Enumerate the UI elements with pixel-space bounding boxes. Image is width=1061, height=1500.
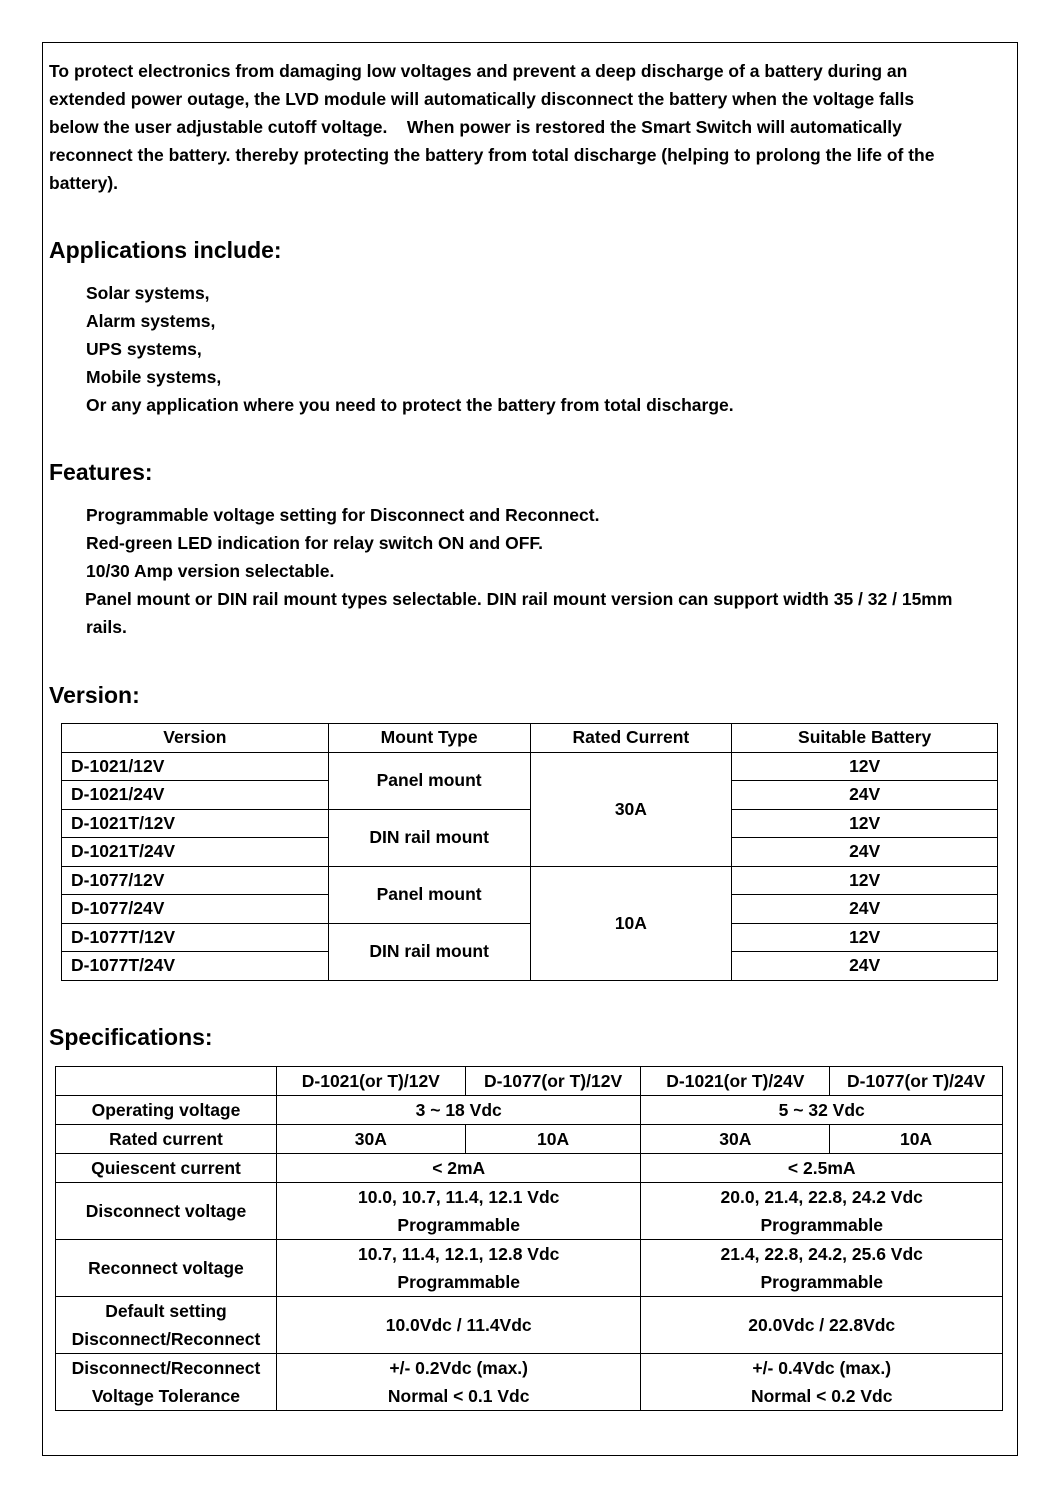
model-cell: D-1021/12V (62, 752, 329, 781)
value-line: 21.4, 22.8, 24.2, 25.6 Vdc (720, 1244, 923, 1264)
model-cell: D-1077/12V (62, 866, 329, 895)
table-row (56, 1125, 1003, 1154)
battery-cell: 12V (732, 752, 998, 781)
row-label (56, 1297, 277, 1354)
value-cell: 20.0Vdc / 22.8Vdc (641, 1297, 1003, 1354)
value-cell: 10A (465, 1125, 641, 1154)
table-row (62, 752, 998, 781)
list-item: UPS systems, (86, 339, 202, 359)
value-cell: 3 ~ 18 Vdc (276, 1096, 641, 1125)
mount-cell: DIN rail mount (328, 809, 530, 866)
value-cell: < 2mA (276, 1154, 641, 1183)
value-line: Normal < 0.1 Vdc (387, 1386, 530, 1406)
value-cell (276, 1183, 641, 1240)
label-line: Default setting (105, 1301, 227, 1321)
list-item: Or any application where you need to protect the battery from total discharge. (86, 395, 734, 415)
intro-line: extended power outage, the LVD module will automatically disconnect the battery when the voltage falls (49, 89, 915, 109)
list-item: Alarm systems, (86, 311, 216, 331)
battery-cell: 12V (732, 809, 998, 838)
table-row (56, 1240, 1003, 1297)
battery-cell: 12V (732, 923, 998, 952)
battery-cell: 24V (732, 895, 998, 924)
row-label: Rated current (56, 1125, 277, 1154)
features-heading: Features: (49, 459, 153, 485)
intro-line: reconnect the battery. thereby protecting the battery from total discharge (helping to prolong the life of the (49, 145, 935, 165)
value-cell (276, 1240, 641, 1297)
list-item: Red-green LED indication for relay switch ON and OFF. (86, 533, 544, 553)
value-line: Programmable (397, 1272, 520, 1292)
current-cell: 30A (530, 752, 732, 866)
value-cell (641, 1183, 1003, 1240)
table-row (62, 866, 998, 895)
table-header-row (62, 724, 998, 753)
version-heading: Version: (49, 682, 140, 708)
value-cell (641, 1354, 1003, 1411)
value-cell: < 2.5mA (641, 1154, 1003, 1183)
header-cell: D-1021(or T)/12V (276, 1067, 465, 1096)
header-cell: Rated Current (530, 724, 732, 753)
table-row (62, 923, 998, 952)
table-row (62, 809, 998, 838)
specifications-table (55, 1066, 1003, 1411)
list-item: 10/30 Amp version selectable. (86, 561, 335, 581)
value-line: Programmable (760, 1272, 883, 1292)
list-item: rails. (86, 617, 127, 637)
model-cell: D-1077T/24V (62, 952, 329, 981)
value-cell: 5 ~ 32 Vdc (641, 1096, 1003, 1125)
empty-header-cell (56, 1067, 277, 1096)
mount-cell: Panel mount (328, 866, 530, 923)
model-cell: D-1077/24V (62, 895, 329, 924)
value-cell: 30A (276, 1125, 465, 1154)
value-line: Programmable (397, 1215, 520, 1235)
label-line: Voltage Tolerance (91, 1386, 241, 1406)
applications-list (86, 279, 734, 419)
list-item: Mobile systems, (86, 367, 222, 387)
row-label: Reconnect voltage (56, 1240, 277, 1297)
model-cell: D-1021/24V (62, 781, 329, 810)
mount-cell: DIN rail mount (328, 923, 530, 980)
header-cell: Suitable Battery (732, 724, 998, 753)
value-line: 10.7, 11.4, 12.1, 12.8 Vdc (357, 1244, 560, 1264)
label-line: Disconnect/Reconnect (71, 1358, 261, 1378)
value-cell: 30A (641, 1125, 830, 1154)
current-cell: 10A (530, 866, 732, 980)
model-cell: D-1077T/12V (62, 923, 329, 952)
battery-cell: 24V (732, 781, 998, 810)
header-cell: D-1021(or T)/24V (641, 1067, 830, 1096)
table-row (56, 1096, 1003, 1125)
label-line: Disconnect/Reconnect (71, 1329, 261, 1349)
battery-cell: 12V (732, 866, 998, 895)
table-header-row (56, 1067, 1003, 1096)
intro-line: below the user adjustable cutoff voltage. When power is restored the Smart Switch will automatically (49, 117, 902, 137)
header-cell: Mount Type (328, 724, 530, 753)
row-label: Operating voltage (56, 1096, 277, 1125)
value-line: 20.0, 21.4, 22.8, 24.2 Vdc (720, 1187, 923, 1207)
header-cell: Version (62, 724, 329, 753)
row-label: Quiescent current (56, 1154, 277, 1183)
value-line: +/- 0.4Vdc (max.) (752, 1358, 892, 1378)
value-line: Programmable (760, 1215, 883, 1235)
list-item: Programmable voltage setting for Disconnect and Reconnect. (86, 505, 600, 525)
value-cell: 10.0Vdc / 11.4Vdc (276, 1297, 641, 1354)
value-line: +/- 0.2Vdc (max.) (389, 1358, 528, 1378)
table-row (56, 1297, 1003, 1354)
version-table (61, 723, 998, 981)
table-row (56, 1183, 1003, 1240)
battery-cell: 24V (732, 838, 998, 867)
value-line: Normal < 0.2 Vdc (750, 1386, 893, 1406)
model-cell: D-1021T/24V (62, 838, 329, 867)
specifications-heading: Specifications: (49, 1024, 213, 1050)
value-line: 10.0, 10.7, 11.4, 12.1 Vdc (357, 1187, 560, 1207)
applications-heading: Applications include: (49, 237, 282, 263)
header-cell: D-1077(or T)/12V (465, 1067, 641, 1096)
table-row (56, 1354, 1003, 1411)
mount-cell: Panel mount (328, 752, 530, 809)
row-label: Disconnect voltage (56, 1183, 277, 1240)
value-cell: 10A (830, 1125, 1003, 1154)
list-item: Solar systems, (86, 283, 210, 303)
features-list (86, 501, 952, 641)
value-cell (276, 1354, 641, 1411)
intro-line: To protect electronics from damaging low voltages and prevent a deep discharge of a battery during an (49, 61, 908, 81)
table-row (56, 1154, 1003, 1183)
list-item: Panel mount or DIN rail mount types selectable. DIN rail mount version can support width 35 / 32 / 15mm (85, 589, 953, 609)
intro-line: battery). (49, 173, 119, 193)
row-label (56, 1354, 277, 1411)
header-cell: D-1077(or T)/24V (830, 1067, 1003, 1096)
intro-paragraph (49, 57, 1009, 197)
battery-cell: 24V (732, 952, 998, 981)
value-cell (641, 1240, 1003, 1297)
model-cell: D-1021T/12V (62, 809, 329, 838)
